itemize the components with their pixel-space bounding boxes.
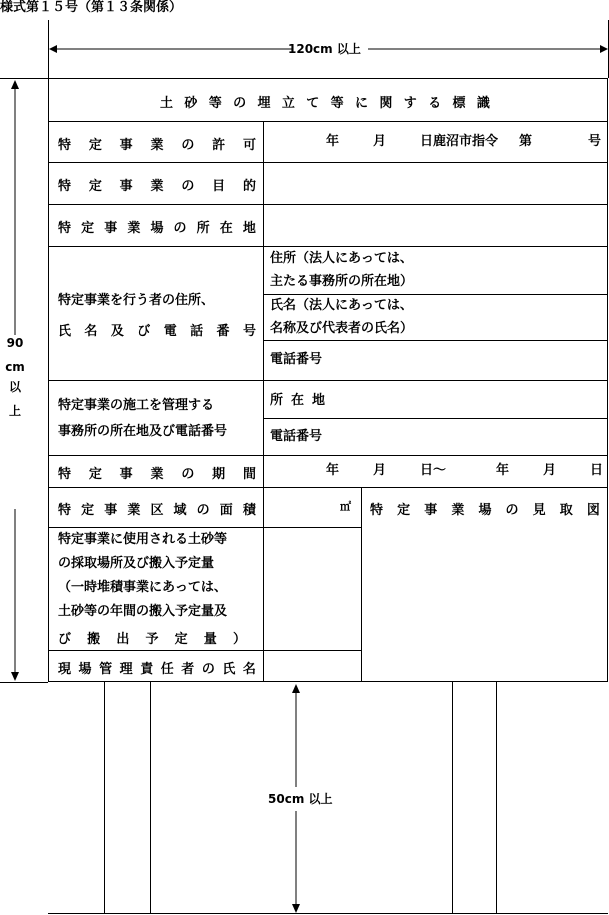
row-divider xyxy=(263,418,608,419)
row-divider xyxy=(48,527,361,528)
permit-day-authority: 日鹿沼市指令 xyxy=(420,134,499,149)
area-unit: ㎡ xyxy=(340,500,351,513)
column-divider xyxy=(361,487,362,682)
soil-label-line5: び 搬 出 予 定 量 ） xyxy=(58,632,246,647)
row-divider xyxy=(263,340,608,341)
title-char: 土 xyxy=(160,96,174,111)
period-end-month: 月 xyxy=(543,463,557,478)
permit-year: 年 xyxy=(326,134,340,149)
soil-label-line2: の採取場所及び搬入予定量 xyxy=(58,556,215,571)
purpose-label: 特 定 事 業 の 目 的 xyxy=(58,179,256,194)
title-char: 等 xyxy=(330,96,344,111)
site-label: 特 定 事 業 場 の 所 在 地 xyxy=(58,221,256,236)
period-end-year: 年 xyxy=(496,463,510,478)
post-line xyxy=(104,682,105,914)
dim-bottom-tick xyxy=(0,682,48,683)
title-char: 標 xyxy=(452,96,466,111)
title-char: 砂 xyxy=(184,96,198,111)
manager-label: 現 場 管 理 責 任 者 の 氏 名 xyxy=(58,662,256,677)
operator-name-label-line2: 名称及び代表者の氏名） xyxy=(270,321,414,336)
permit-label: 特 定 事 業 の 許 可 xyxy=(58,138,256,153)
period-label: 特 定 事 業 の 期 間 xyxy=(58,467,256,482)
office-label-line2: 事務所の所在地及び電話番号 xyxy=(58,424,228,439)
post-line xyxy=(150,682,151,914)
permit-month: 月 xyxy=(373,134,387,149)
row-divider xyxy=(48,246,608,247)
width-dimension-label: 120cm 以上 xyxy=(288,42,361,56)
sign-title xyxy=(160,92,490,111)
ground-line xyxy=(48,913,608,914)
permit-number-suffix: 号 xyxy=(588,134,602,149)
row-divider xyxy=(48,487,608,488)
row-divider xyxy=(48,121,608,122)
office-phone-label: 電話番号 xyxy=(270,429,323,444)
title-char: 立 xyxy=(281,96,295,111)
title-char: る xyxy=(428,96,442,111)
row-divider xyxy=(48,380,608,381)
row-divider xyxy=(48,204,608,205)
office-location-label: 所在地 xyxy=(270,393,334,408)
area-label: 特 定 事 業 区 域 の 面 積 xyxy=(58,503,256,518)
period-start-day: 日〜 xyxy=(420,463,447,478)
height-dimension-label: 90 cm 以 上 xyxy=(5,336,25,418)
form-number: 様式第１５号（第１３条関係） xyxy=(0,0,183,15)
period-start-month: 月 xyxy=(373,463,387,478)
title-char: 埋 xyxy=(257,96,271,111)
row-divider xyxy=(48,162,608,163)
column-divider xyxy=(263,121,264,682)
post-line xyxy=(452,682,453,914)
title-char: 等 xyxy=(208,96,222,111)
title-char: の xyxy=(233,96,247,111)
office-label-line1: 特定事業の施工を管理する xyxy=(58,398,215,413)
period-start-year: 年 xyxy=(326,463,340,478)
title-char: に xyxy=(355,96,369,111)
row-divider xyxy=(263,294,608,295)
row-divider xyxy=(48,650,361,651)
map-label: 特 定 事 業 場 の 見 取 図 xyxy=(370,503,600,518)
post-height-label: 50cm 以上 xyxy=(268,792,333,806)
period-end-day: 日 xyxy=(590,463,604,478)
title-char: 識 xyxy=(476,96,490,111)
title-char: 関 xyxy=(379,96,393,111)
permit-number-prefix: 第 xyxy=(519,134,533,149)
row-divider xyxy=(48,455,608,456)
operator-address-label-line2: 主たる事務所の所在地） xyxy=(270,274,414,289)
soil-label-line1: 特定事業に使用される土砂等 xyxy=(58,532,228,547)
soil-label-line4: 土砂等の年間の搬入予定量及 xyxy=(58,604,228,619)
operator-address-label-line1: 住所（法人にあっては、 xyxy=(270,251,413,266)
operator-label-line1: 特定事業を行う者の住所、 xyxy=(58,293,215,308)
title-char: す xyxy=(403,96,417,111)
post-line xyxy=(496,682,497,914)
soil-label-line3: （一時堆積事業にあっては、 xyxy=(58,580,227,595)
operator-phone-label: 電話番号 xyxy=(270,352,323,367)
title-char: て xyxy=(306,96,320,111)
operator-name-label-line1: 氏名（法人にあっては、 xyxy=(270,298,413,313)
operator-label-line2: 氏 名 及 び 電 話 番 号 xyxy=(58,324,256,339)
